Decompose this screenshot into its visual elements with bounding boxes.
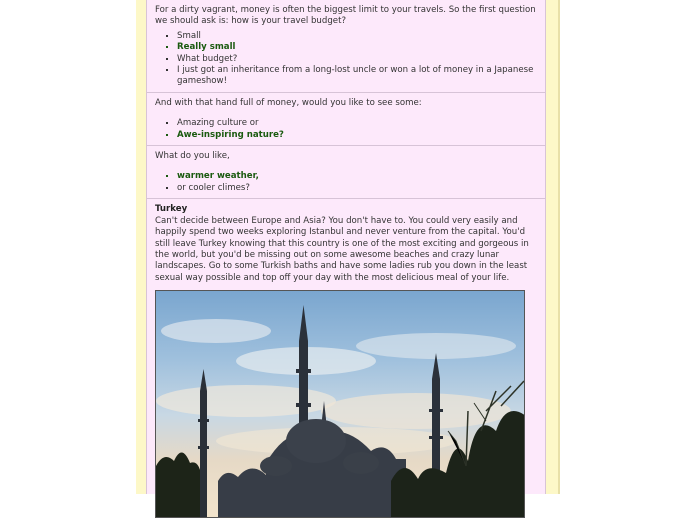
weather-options <box>155 171 537 194</box>
interest-question: And with that hand full of money, would you like to see some: <box>155 97 422 108</box>
budget-option-small[interactable]: ▪ Small <box>177 31 537 42</box>
mosque-silhouette <box>156 291 525 518</box>
page-edge-divider <box>558 0 560 494</box>
weather-option-cooler[interactable]: ▪ or cooler climes? <box>177 183 537 194</box>
mosque-photo <box>155 290 525 518</box>
interest-option-nature[interactable]: ▪ Awe-inspiring nature? <box>177 130 537 141</box>
result-section <box>147 199 545 522</box>
weather-question: What do you like, <box>155 151 230 162</box>
budget-option-inheritance[interactable]: ▪ I just got an inheritance from a long-lost uncle or won a lot of money in a Japanese gameshow! <box>177 65 537 88</box>
interest-section <box>147 93 545 146</box>
weather-section <box>147 146 545 199</box>
budget-options <box>155 31 537 88</box>
budget-section <box>147 0 545 93</box>
result-description: Can't decide between Europe and Asia? You don't have to. You could very easily and happily spend two weeks exploring Istanbul and never venture from the capital. You'd still leave Turkey knowing that this country is one of the most exciting and gorgeous in the world, but you'd be missing out on some awesome beaches and crazy lunar landscapes. Go to some Turkish baths and have some ladies rub you down in the least sexual way possible and top off your day with the most delicious meal of your life. <box>155 215 529 283</box>
quiz-panel <box>146 0 546 494</box>
weather-option-warmer[interactable]: ▪ warmer weather, <box>177 171 537 182</box>
interest-options <box>155 118 537 141</box>
budget-option-what-budget[interactable]: ▪ What budget? <box>177 54 537 65</box>
budget-option-really-small[interactable]: ▪ Really small <box>177 42 537 53</box>
result-title: Turkey <box>155 204 188 215</box>
interest-option-culture[interactable]: ▪ Amazing culture or <box>177 118 537 129</box>
budget-question: For a dirty vagrant, money is often the biggest limit to your travels. So the first question we should ask is: how is your travel budget? <box>155 5 536 27</box>
